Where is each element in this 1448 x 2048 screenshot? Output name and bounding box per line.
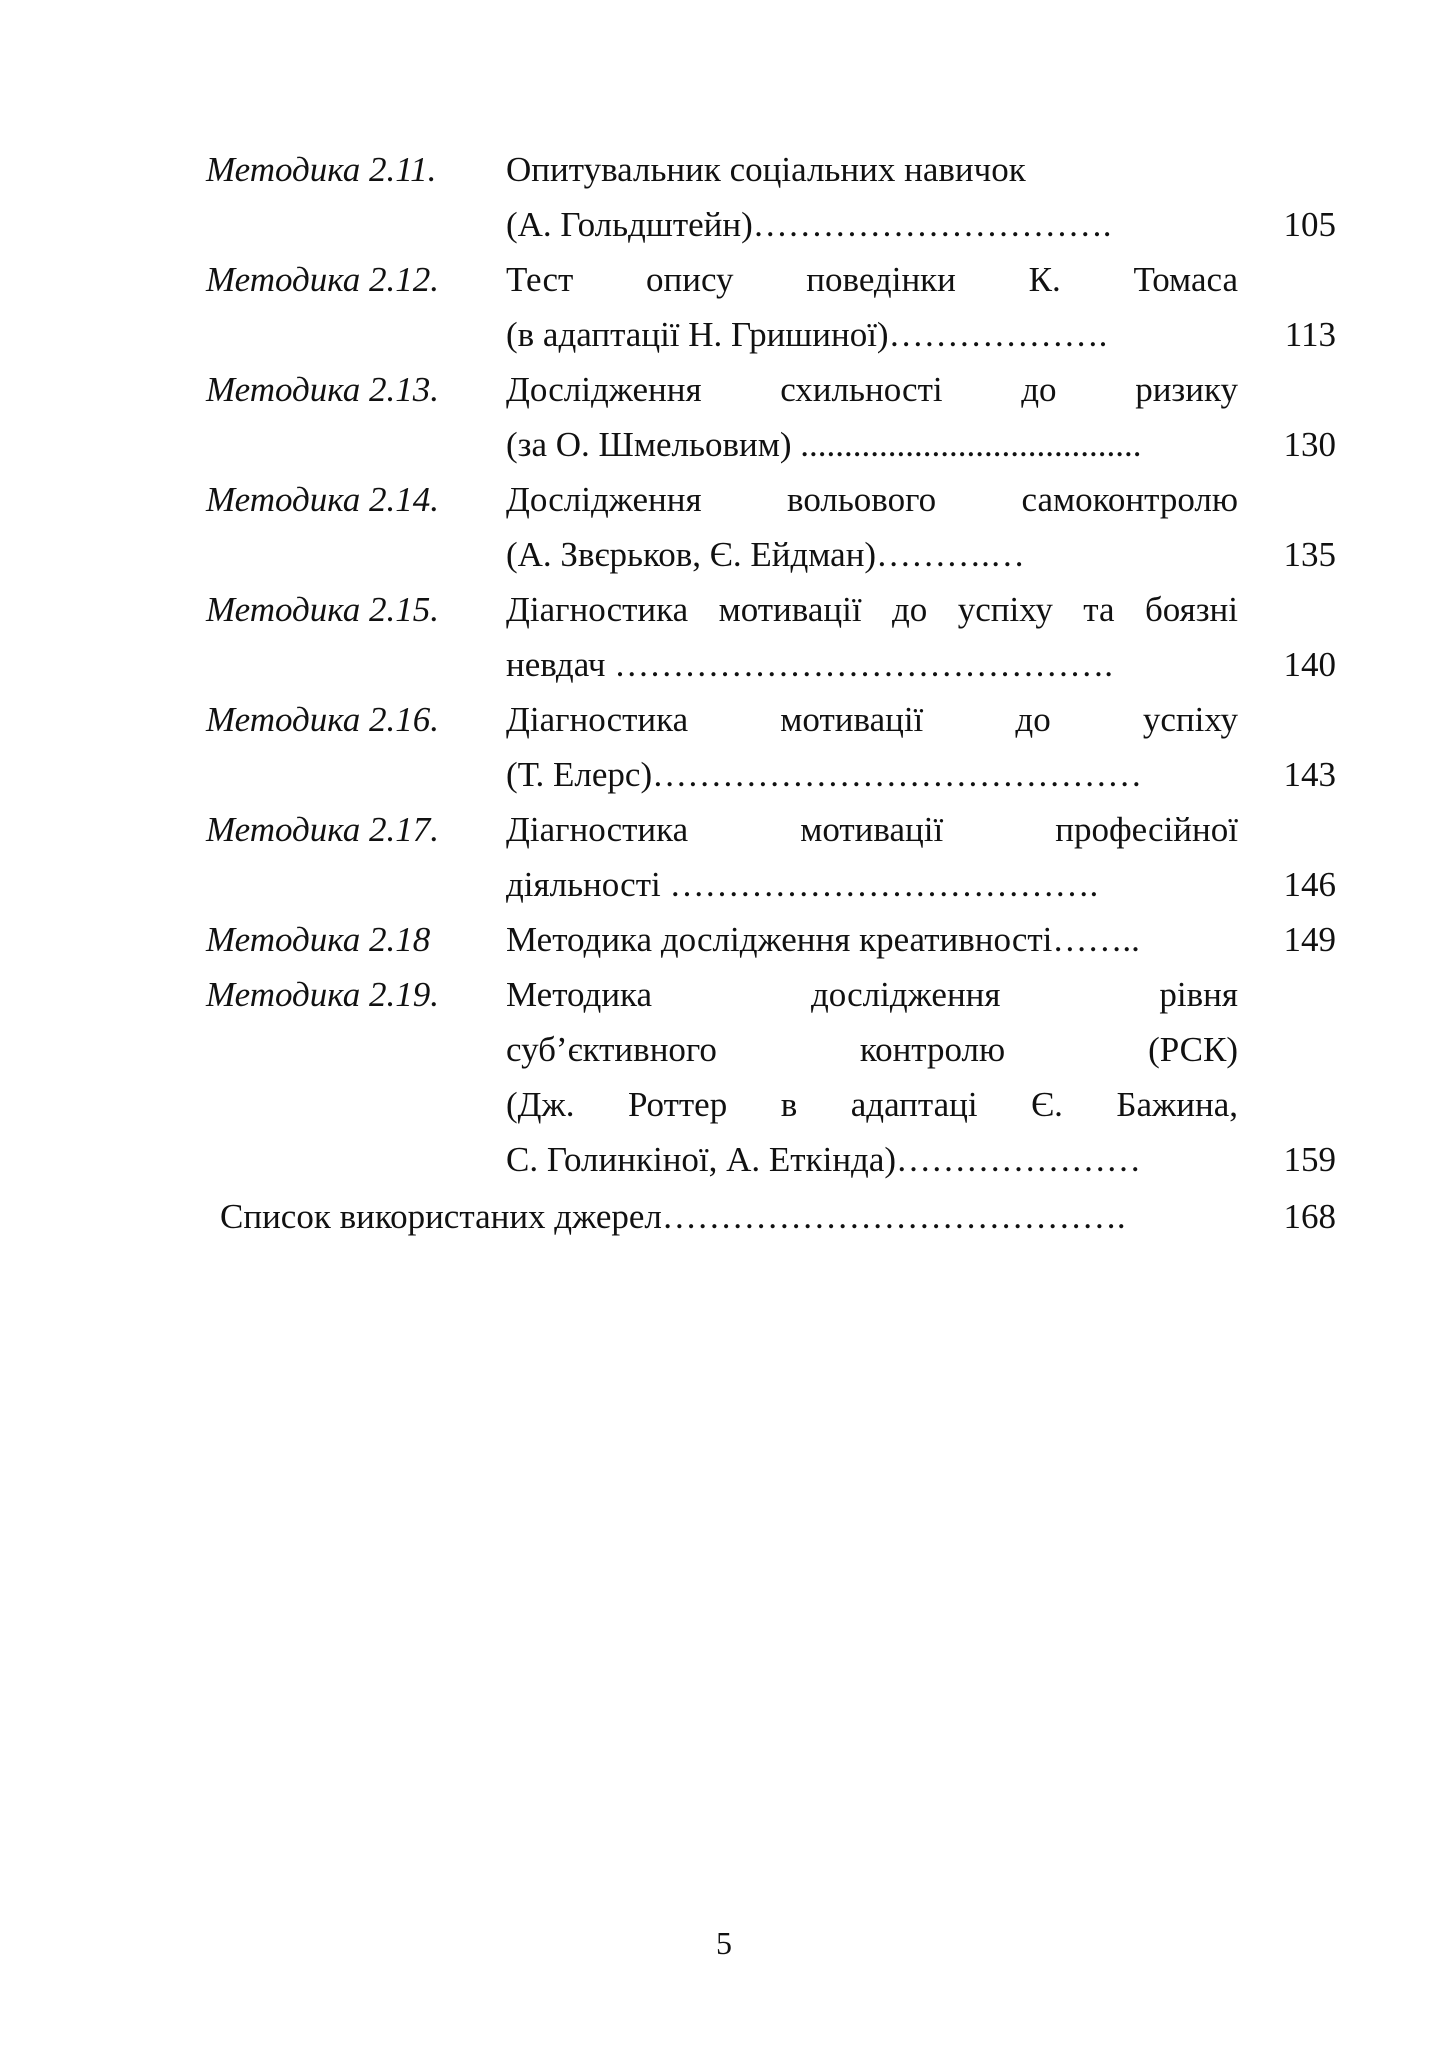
entry-label: Методика 2.19. xyxy=(206,975,440,1014)
entry-title-line: (за О. Шмельовим) ....................................... xyxy=(506,425,1142,464)
toc-entry-2-14 xyxy=(206,472,1336,582)
entry-title-line: Методика дослідження креативності…….. xyxy=(506,920,1140,959)
toc-entry-2-15 xyxy=(206,582,1336,692)
toc-entry-2-12 xyxy=(206,252,1336,362)
entry-page-number: 105 xyxy=(1283,205,1336,244)
entry-title-line: С. Голинкіної, А. Еткінда)………………… xyxy=(506,1140,1142,1179)
entry-page-number: 149 xyxy=(1283,920,1336,959)
entry-label: Методика 2.18 xyxy=(206,920,431,959)
entry-title-line: суб’єктивного контролю (РСК) xyxy=(506,1030,1238,1069)
entry-page-number: 140 xyxy=(1283,645,1336,684)
entry-title-line: Діагностика мотивації до успіху xyxy=(506,700,1238,739)
entry-title-line: (в адаптації Н. Гришиної)………………. xyxy=(506,315,1108,354)
toc-entry-2-17 xyxy=(206,802,1336,912)
entry-title xyxy=(506,362,1238,472)
entry-title-line: Тест опису поведінки К. Томаса xyxy=(506,260,1238,299)
toc-entry-2-16 xyxy=(206,692,1336,802)
entry-title-line: Опитувальник соціальних навичок xyxy=(506,150,1026,189)
bibliography-page-number: 168 xyxy=(1283,1197,1336,1236)
page-number: 5 xyxy=(716,1925,732,1961)
entry-title-line: Дослідження вольового самоконтролю xyxy=(506,480,1238,519)
entry-label: Методика 2.17. xyxy=(206,810,440,849)
entry-title-line: Дослідження схильності до ризику xyxy=(506,370,1238,409)
entry-title-line: (А. Гольдштейн)…………………………. xyxy=(506,205,1112,244)
entry-title-line: Діагностика мотивації професійної xyxy=(506,810,1238,849)
toc-entry-2-18 xyxy=(206,912,1336,967)
toc-entry-bibliography xyxy=(206,1189,1336,1244)
entry-label: Методика 2.16. xyxy=(206,700,440,739)
entry-page-number: 159 xyxy=(1283,1140,1336,1179)
entry-title xyxy=(506,967,1238,1187)
entry-label: Методика 2.12. xyxy=(206,260,440,299)
toc-entry-2-13 xyxy=(206,362,1336,472)
toc-entry-2-11 xyxy=(206,142,1336,252)
entry-title xyxy=(506,802,1238,912)
entry-label: Методика 2.14. xyxy=(206,480,440,519)
entry-page-number: 135 xyxy=(1283,535,1336,574)
entry-title-line: діяльності ………………………………. xyxy=(506,865,1099,904)
entry-title xyxy=(506,252,1238,362)
entry-title-line: невдач ……………………………………. xyxy=(506,645,1113,684)
entry-title-line: (А. Звєрьков, Є. Ейдман)……….… xyxy=(506,535,1025,574)
entry-page-number: 130 xyxy=(1283,425,1336,464)
toc-entry-2-19 xyxy=(206,967,1336,1187)
entry-label: Методика 2.13. xyxy=(206,370,440,409)
entry-title-line: Діагностика мотивації до успіху та боязні xyxy=(506,590,1238,629)
entry-title-line: (Дж. Роттер в адаптаці Є. Бажина, xyxy=(506,1085,1238,1124)
entry-title xyxy=(506,912,1238,967)
table-of-contents xyxy=(206,142,1336,1244)
entry-page-number: 143 xyxy=(1283,755,1336,794)
entry-title xyxy=(506,142,1238,252)
entry-page-number: 113 xyxy=(1284,315,1336,354)
entry-title xyxy=(506,692,1238,802)
entry-title xyxy=(506,582,1238,692)
entry-label: Методика 2.11. xyxy=(206,150,437,189)
entry-title-line: Методика дослідження рівня xyxy=(506,975,1238,1014)
entry-label: Методика 2.15. xyxy=(206,590,440,629)
entry-page-number: 146 xyxy=(1283,865,1336,904)
entry-title xyxy=(506,472,1238,582)
entry-title-line: (Т. Елерс)…………………………………… xyxy=(506,755,1143,794)
bibliography-title: Список використаних джерел…………………………………. xyxy=(220,1197,1126,1236)
